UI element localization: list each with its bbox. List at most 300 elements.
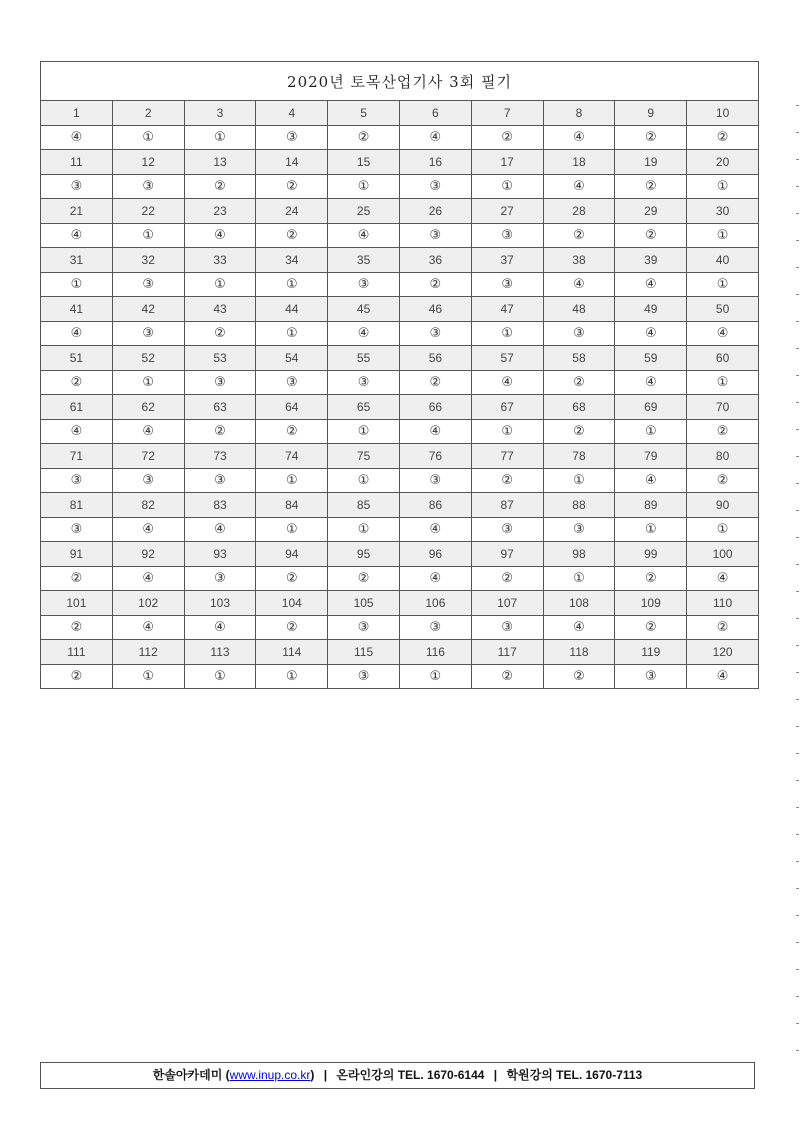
answer-cell: ① bbox=[328, 517, 400, 542]
question-number: 71 bbox=[41, 444, 113, 469]
edge-mark bbox=[796, 213, 799, 214]
edge-mark bbox=[796, 186, 799, 187]
answer-cell: ② bbox=[615, 566, 687, 591]
question-number: 5 bbox=[328, 101, 400, 126]
answer-cell: ④ bbox=[41, 125, 113, 150]
question-number: 4 bbox=[256, 101, 328, 126]
edge-mark bbox=[796, 618, 799, 619]
question-number: 104 bbox=[256, 591, 328, 616]
answer-cell: ③ bbox=[184, 566, 256, 591]
question-number: 14 bbox=[256, 150, 328, 175]
answer-cell: ② bbox=[184, 174, 256, 199]
answer-row bbox=[41, 370, 759, 395]
answer-row bbox=[41, 468, 759, 493]
question-number-row bbox=[41, 150, 759, 175]
question-number: 67 bbox=[471, 395, 543, 420]
answer-cell: ② bbox=[256, 419, 328, 444]
question-number: 84 bbox=[256, 493, 328, 518]
answer-cell: ① bbox=[112, 664, 184, 689]
question-number: 54 bbox=[256, 346, 328, 371]
question-number: 38 bbox=[543, 248, 615, 273]
answer-cell: ③ bbox=[471, 272, 543, 297]
question-number: 41 bbox=[41, 297, 113, 322]
edge-mark bbox=[796, 483, 799, 484]
edge-mark bbox=[796, 159, 799, 160]
answer-cell: ③ bbox=[112, 174, 184, 199]
answer-cell: ④ bbox=[41, 321, 113, 346]
answer-row bbox=[41, 615, 759, 640]
answer-cell: ④ bbox=[543, 174, 615, 199]
question-number: 28 bbox=[543, 199, 615, 224]
question-number: 32 bbox=[112, 248, 184, 273]
answer-cell: ④ bbox=[112, 566, 184, 591]
answer-cell: ④ bbox=[471, 370, 543, 395]
question-number: 80 bbox=[687, 444, 759, 469]
edge-mark bbox=[796, 1023, 799, 1024]
answer-cell: ① bbox=[687, 223, 759, 248]
question-number: 45 bbox=[328, 297, 400, 322]
answer-cell: ① bbox=[112, 223, 184, 248]
edge-mark bbox=[796, 132, 799, 133]
answer-cell: ① bbox=[184, 272, 256, 297]
answer-cell: ① bbox=[543, 566, 615, 591]
question-number: 85 bbox=[328, 493, 400, 518]
answer-cell: ④ bbox=[328, 223, 400, 248]
answer-cell: ④ bbox=[399, 566, 471, 591]
answer-cell: ③ bbox=[399, 468, 471, 493]
question-number: 7 bbox=[471, 101, 543, 126]
answer-cell: ① bbox=[471, 321, 543, 346]
question-number: 108 bbox=[543, 591, 615, 616]
question-number: 105 bbox=[328, 591, 400, 616]
answer-cell: ③ bbox=[112, 321, 184, 346]
question-number: 114 bbox=[256, 640, 328, 665]
answer-cell: ③ bbox=[184, 370, 256, 395]
answer-cell: ① bbox=[687, 370, 759, 395]
question-number: 110 bbox=[687, 591, 759, 616]
question-number: 27 bbox=[471, 199, 543, 224]
question-number: 66 bbox=[399, 395, 471, 420]
answer-cell: ② bbox=[687, 125, 759, 150]
answer-cell: ③ bbox=[543, 321, 615, 346]
footer-paren-open: ( bbox=[225, 1068, 230, 1082]
question-number: 102 bbox=[112, 591, 184, 616]
question-number: 50 bbox=[687, 297, 759, 322]
question-number-row bbox=[41, 444, 759, 469]
question-number: 58 bbox=[543, 346, 615, 371]
answer-row bbox=[41, 321, 759, 346]
answer-cell: ② bbox=[543, 370, 615, 395]
question-number: 96 bbox=[399, 542, 471, 567]
question-number: 62 bbox=[112, 395, 184, 420]
answer-cell: ③ bbox=[399, 223, 471, 248]
question-number: 92 bbox=[112, 542, 184, 567]
answer-cell: ① bbox=[615, 517, 687, 542]
question-number: 119 bbox=[615, 640, 687, 665]
question-number: 68 bbox=[543, 395, 615, 420]
question-number-row bbox=[41, 199, 759, 224]
question-number: 53 bbox=[184, 346, 256, 371]
answer-cell: ② bbox=[328, 125, 400, 150]
answer-cell: ③ bbox=[471, 615, 543, 640]
answer-cell: ③ bbox=[256, 125, 328, 150]
question-number: 35 bbox=[328, 248, 400, 273]
edge-mark bbox=[796, 321, 799, 322]
edge-mark bbox=[796, 537, 799, 538]
question-number: 120 bbox=[687, 640, 759, 665]
answer-cell: ④ bbox=[112, 517, 184, 542]
answer-table-body bbox=[41, 62, 759, 689]
question-number: 78 bbox=[543, 444, 615, 469]
answer-cell: ④ bbox=[112, 419, 184, 444]
answer-cell: ④ bbox=[184, 517, 256, 542]
answer-cell: ① bbox=[399, 664, 471, 689]
answer-cell: ④ bbox=[399, 517, 471, 542]
question-number-row bbox=[41, 591, 759, 616]
answer-cell: ② bbox=[256, 174, 328, 199]
answer-cell: ④ bbox=[615, 370, 687, 395]
answer-cell: ② bbox=[687, 419, 759, 444]
answer-cell: ④ bbox=[615, 272, 687, 297]
answer-cell: ③ bbox=[543, 517, 615, 542]
question-number: 13 bbox=[184, 150, 256, 175]
question-number: 51 bbox=[41, 346, 113, 371]
footer-campus-phone: 학원강의 TEL. 1670-7113 bbox=[506, 1068, 643, 1082]
question-number: 109 bbox=[615, 591, 687, 616]
answer-cell: ④ bbox=[184, 615, 256, 640]
edge-mark bbox=[796, 348, 799, 349]
question-number: 10 bbox=[687, 101, 759, 126]
answer-table bbox=[40, 61, 759, 689]
answer-cell: ② bbox=[615, 174, 687, 199]
answer-cell: ② bbox=[328, 566, 400, 591]
answer-cell: ③ bbox=[328, 664, 400, 689]
question-number: 106 bbox=[399, 591, 471, 616]
question-number: 69 bbox=[615, 395, 687, 420]
answer-cell: ② bbox=[543, 664, 615, 689]
question-number: 75 bbox=[328, 444, 400, 469]
question-number: 24 bbox=[256, 199, 328, 224]
edge-mark bbox=[796, 672, 799, 673]
answer-cell: ① bbox=[112, 125, 184, 150]
answer-cell: ③ bbox=[184, 468, 256, 493]
answer-cell: ④ bbox=[41, 223, 113, 248]
answer-cell: ② bbox=[687, 615, 759, 640]
question-number: 3 bbox=[184, 101, 256, 126]
edge-mark bbox=[796, 942, 799, 943]
question-number: 17 bbox=[471, 150, 543, 175]
answer-cell: ③ bbox=[615, 664, 687, 689]
question-number: 56 bbox=[399, 346, 471, 371]
answer-cell: ④ bbox=[543, 125, 615, 150]
footer-website-link[interactable]: www.inup.co.kr bbox=[229, 1068, 311, 1082]
edge-mark bbox=[796, 510, 799, 511]
answer-cell: ① bbox=[687, 517, 759, 542]
question-number: 93 bbox=[184, 542, 256, 567]
answer-cell: ② bbox=[615, 615, 687, 640]
answer-cell: ③ bbox=[112, 468, 184, 493]
answer-row bbox=[41, 174, 759, 199]
edge-mark bbox=[796, 105, 799, 106]
answer-cell: ① bbox=[471, 174, 543, 199]
answer-cell: ① bbox=[471, 419, 543, 444]
page-edge-marks bbox=[794, 100, 800, 1100]
edge-mark bbox=[796, 564, 799, 565]
question-number: 43 bbox=[184, 297, 256, 322]
edge-mark bbox=[796, 753, 799, 754]
question-number: 73 bbox=[184, 444, 256, 469]
edge-mark bbox=[796, 429, 799, 430]
question-number-row bbox=[41, 640, 759, 665]
answer-cell: ④ bbox=[615, 468, 687, 493]
question-number: 64 bbox=[256, 395, 328, 420]
edge-mark bbox=[796, 591, 799, 592]
answer-cell: ③ bbox=[328, 615, 400, 640]
question-number: 6 bbox=[399, 101, 471, 126]
edge-mark bbox=[796, 861, 799, 862]
edge-mark bbox=[796, 888, 799, 889]
answer-cell: ④ bbox=[184, 223, 256, 248]
page-title: 2020년 토목산업기사 3회 필기 bbox=[41, 62, 759, 101]
question-number: 89 bbox=[615, 493, 687, 518]
edge-mark bbox=[796, 1050, 799, 1051]
edge-mark bbox=[796, 402, 799, 403]
answer-cell: ④ bbox=[543, 272, 615, 297]
answer-cell: ③ bbox=[399, 321, 471, 346]
edge-mark bbox=[796, 456, 799, 457]
question-number: 2 bbox=[112, 101, 184, 126]
question-number: 112 bbox=[112, 640, 184, 665]
answer-cell: ② bbox=[543, 223, 615, 248]
question-number: 19 bbox=[615, 150, 687, 175]
edge-mark bbox=[796, 726, 799, 727]
answer-cell: ③ bbox=[256, 370, 328, 395]
answer-cell: ③ bbox=[328, 370, 400, 395]
answer-cell: ① bbox=[256, 517, 328, 542]
question-number: 47 bbox=[471, 297, 543, 322]
answer-row bbox=[41, 566, 759, 591]
question-number: 52 bbox=[112, 346, 184, 371]
question-number: 33 bbox=[184, 248, 256, 273]
answer-row bbox=[41, 664, 759, 689]
footer-separator-1: | bbox=[323, 1068, 328, 1082]
question-number: 95 bbox=[328, 542, 400, 567]
question-number-row bbox=[41, 493, 759, 518]
answer-cell: ② bbox=[471, 664, 543, 689]
answer-row bbox=[41, 125, 759, 150]
question-number: 59 bbox=[615, 346, 687, 371]
answer-cell: ④ bbox=[687, 321, 759, 346]
footer-paren-close: ) bbox=[310, 1068, 315, 1082]
question-number: 86 bbox=[399, 493, 471, 518]
answer-row bbox=[41, 517, 759, 542]
answer-cell: ④ bbox=[41, 419, 113, 444]
answer-cell: ① bbox=[256, 664, 328, 689]
answer-cell: ③ bbox=[41, 174, 113, 199]
question-number: 40 bbox=[687, 248, 759, 273]
question-number-row bbox=[41, 395, 759, 420]
question-number: 48 bbox=[543, 297, 615, 322]
question-number: 37 bbox=[471, 248, 543, 273]
question-number: 107 bbox=[471, 591, 543, 616]
edge-mark bbox=[796, 996, 799, 997]
question-number-row bbox=[41, 346, 759, 371]
edge-mark bbox=[796, 375, 799, 376]
answer-cell: ④ bbox=[328, 321, 400, 346]
answer-cell: ① bbox=[615, 419, 687, 444]
question-number: 42 bbox=[112, 297, 184, 322]
answer-row bbox=[41, 419, 759, 444]
question-number: 83 bbox=[184, 493, 256, 518]
edge-mark bbox=[796, 969, 799, 970]
answer-cell: ② bbox=[41, 664, 113, 689]
question-number: 18 bbox=[543, 150, 615, 175]
question-number: 76 bbox=[399, 444, 471, 469]
answer-cell: ③ bbox=[471, 517, 543, 542]
answer-cell: ① bbox=[256, 321, 328, 346]
answer-cell: ② bbox=[399, 370, 471, 395]
question-number: 39 bbox=[615, 248, 687, 273]
answer-cell: ① bbox=[328, 174, 400, 199]
question-number: 87 bbox=[471, 493, 543, 518]
question-number: 36 bbox=[399, 248, 471, 273]
answer-cell: ② bbox=[687, 468, 759, 493]
question-number: 118 bbox=[543, 640, 615, 665]
edge-mark bbox=[796, 294, 799, 295]
question-number: 9 bbox=[615, 101, 687, 126]
question-number: 23 bbox=[184, 199, 256, 224]
question-number: 97 bbox=[471, 542, 543, 567]
answer-cell: ① bbox=[256, 468, 328, 493]
answer-cell: ② bbox=[256, 615, 328, 640]
answer-cell: ② bbox=[471, 468, 543, 493]
question-number: 81 bbox=[41, 493, 113, 518]
footer-academy: 한솔아카데미 bbox=[152, 1068, 223, 1082]
answer-cell: ① bbox=[256, 272, 328, 297]
question-number: 21 bbox=[41, 199, 113, 224]
footer-online-phone: 온라인강의 TEL. 1670-6144 bbox=[336, 1068, 485, 1082]
answer-cell: ② bbox=[399, 272, 471, 297]
question-number: 30 bbox=[687, 199, 759, 224]
question-number: 57 bbox=[471, 346, 543, 371]
footer bbox=[40, 1062, 755, 1089]
question-number: 55 bbox=[328, 346, 400, 371]
answer-cell: ② bbox=[184, 321, 256, 346]
answer-row bbox=[41, 223, 759, 248]
question-number: 98 bbox=[543, 542, 615, 567]
answer-cell: ② bbox=[41, 615, 113, 640]
question-number: 26 bbox=[399, 199, 471, 224]
question-number: 113 bbox=[184, 640, 256, 665]
answer-cell: ③ bbox=[471, 223, 543, 248]
answer-cell: ④ bbox=[615, 321, 687, 346]
answer-cell: ② bbox=[615, 223, 687, 248]
question-number: 116 bbox=[399, 640, 471, 665]
answer-cell: ① bbox=[112, 370, 184, 395]
title-row bbox=[41, 62, 759, 101]
answer-cell: ① bbox=[328, 419, 400, 444]
answer-cell: ① bbox=[687, 174, 759, 199]
question-number: 60 bbox=[687, 346, 759, 371]
question-number: 31 bbox=[41, 248, 113, 273]
answer-cell: ③ bbox=[399, 174, 471, 199]
question-number: 8 bbox=[543, 101, 615, 126]
question-number: 74 bbox=[256, 444, 328, 469]
answer-cell: ② bbox=[184, 419, 256, 444]
answer-cell: ① bbox=[41, 272, 113, 297]
answer-cell: ① bbox=[184, 664, 256, 689]
answer-cell: ④ bbox=[112, 615, 184, 640]
question-number: 99 bbox=[615, 542, 687, 567]
edge-mark bbox=[796, 807, 799, 808]
question-number-row bbox=[41, 297, 759, 322]
answer-cell: ① bbox=[328, 468, 400, 493]
question-number-row bbox=[41, 248, 759, 273]
question-number: 115 bbox=[328, 640, 400, 665]
edge-mark bbox=[796, 780, 799, 781]
question-number: 63 bbox=[184, 395, 256, 420]
question-number: 70 bbox=[687, 395, 759, 420]
question-number: 20 bbox=[687, 150, 759, 175]
answer-cell: ② bbox=[41, 566, 113, 591]
answer-cell: ③ bbox=[399, 615, 471, 640]
answer-cell: ② bbox=[256, 566, 328, 591]
answer-cell: ② bbox=[543, 419, 615, 444]
question-number: 91 bbox=[41, 542, 113, 567]
question-number: 103 bbox=[184, 591, 256, 616]
answer-cell: ④ bbox=[399, 419, 471, 444]
edge-mark bbox=[796, 834, 799, 835]
answer-cell: ③ bbox=[112, 272, 184, 297]
answer-cell: ① bbox=[543, 468, 615, 493]
question-number: 77 bbox=[471, 444, 543, 469]
answer-cell: ④ bbox=[687, 664, 759, 689]
answer-cell: ① bbox=[184, 125, 256, 150]
question-number: 29 bbox=[615, 199, 687, 224]
answer-cell: ④ bbox=[543, 615, 615, 640]
answer-cell: ④ bbox=[399, 125, 471, 150]
question-number: 61 bbox=[41, 395, 113, 420]
question-number: 82 bbox=[112, 493, 184, 518]
answer-cell: ① bbox=[687, 272, 759, 297]
answer-cell: ② bbox=[615, 125, 687, 150]
answer-cell: ④ bbox=[687, 566, 759, 591]
question-number-row bbox=[41, 542, 759, 567]
question-number: 117 bbox=[471, 640, 543, 665]
answer-cell: ③ bbox=[328, 272, 400, 297]
answer-cell: ③ bbox=[41, 517, 113, 542]
question-number: 12 bbox=[112, 150, 184, 175]
answer-cell: ③ bbox=[41, 468, 113, 493]
answer-cell: ② bbox=[471, 566, 543, 591]
question-number: 22 bbox=[112, 199, 184, 224]
question-number: 88 bbox=[543, 493, 615, 518]
edge-mark bbox=[796, 267, 799, 268]
edge-mark bbox=[796, 240, 799, 241]
question-number: 1 bbox=[41, 101, 113, 126]
question-number: 44 bbox=[256, 297, 328, 322]
question-number-row bbox=[41, 101, 759, 126]
footer-separator-2: | bbox=[493, 1068, 498, 1082]
question-number: 79 bbox=[615, 444, 687, 469]
answer-cell: ② bbox=[256, 223, 328, 248]
edge-mark bbox=[796, 645, 799, 646]
question-number: 25 bbox=[328, 199, 400, 224]
answer-row bbox=[41, 272, 759, 297]
edge-mark bbox=[796, 915, 799, 916]
question-number: 72 bbox=[112, 444, 184, 469]
question-number: 16 bbox=[399, 150, 471, 175]
